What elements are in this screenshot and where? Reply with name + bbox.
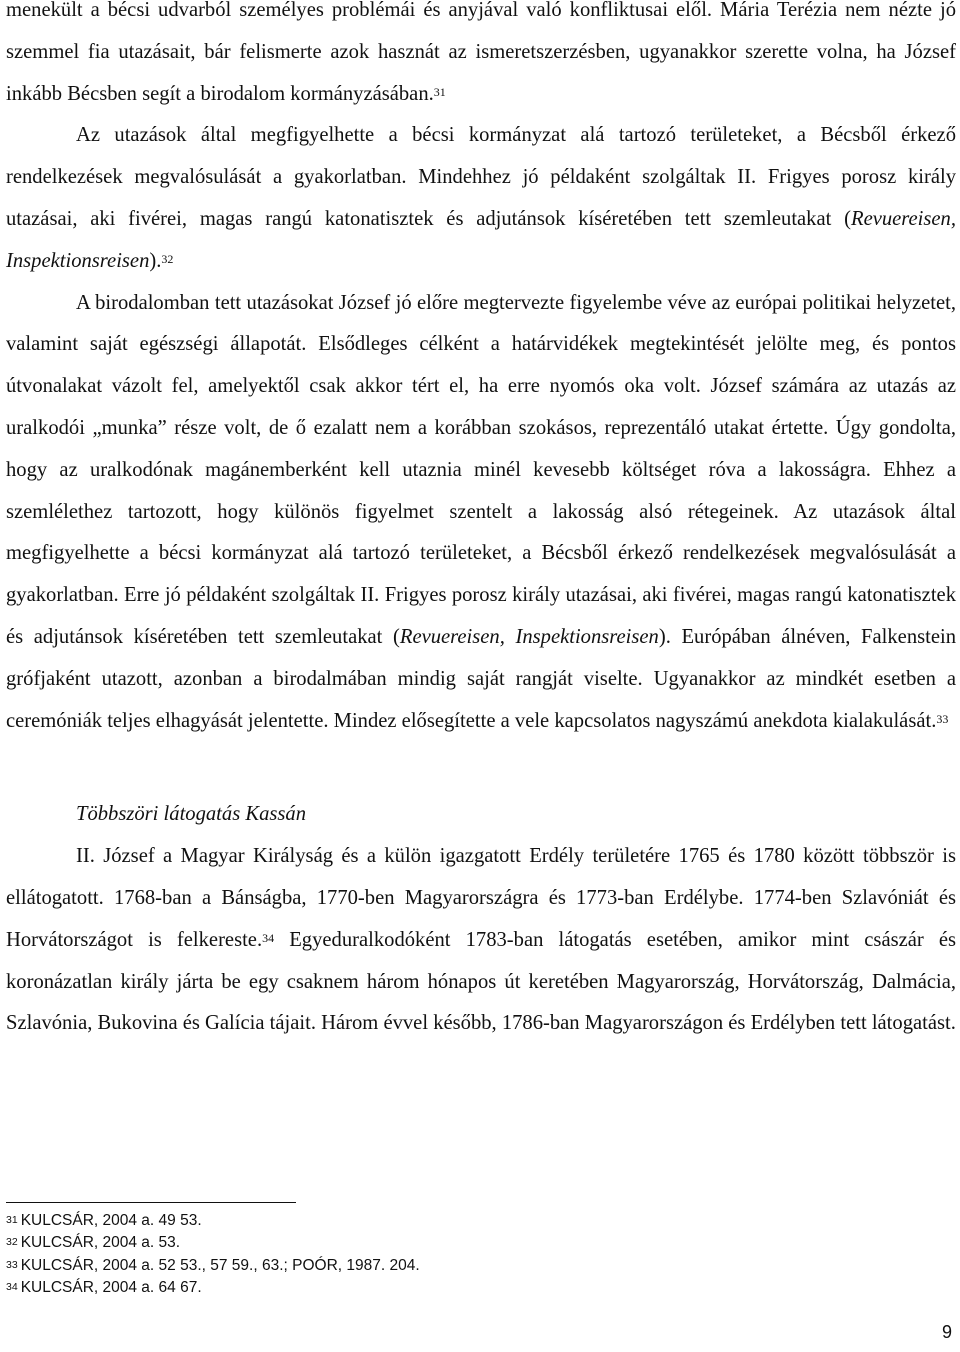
footnote-33 (6, 1255, 420, 1277)
text-run: ). Európában álnéven, Falkenstein grófjaként utazott, azonban a birodalmában mindig saját rangját viselte. Ugyanakkor az mindkét esetben a ceremóniák teljes elhagyását jelentette. Mindez elősegítette a vele kapcsolatos nagyszámú anekdota kialakulását. (6, 625, 957, 732)
footnote-number: 34 (6, 1280, 18, 1293)
footnote-number: 31 (6, 1214, 18, 1226)
paragraph-2 (6, 115, 956, 282)
italic-term: Revuereisen, Inspektionsreisen (6, 207, 956, 272)
footnote-34 (6, 1277, 420, 1299)
footnote-separator (6, 1202, 296, 1203)
text-run: ). (149, 249, 162, 272)
text-run: Az utazások által megfigyelhette a bécsi kormányzat alá tartozó területeket, a Bécsből érkező rendelkezések megvalósulását a gyakorlatban. Mindehhez jó példaként szolgáltak II. Frigyes porosz király utazásai, aki fivérei, magas rangú katonatisztek és adjutánsok kíséretében tett szemleutakat ( (6, 124, 956, 230)
section-heading: Többszöri látogatás Kassán (76, 803, 307, 826)
text-run: menekült a bécsi udvarból személyes problémái és anyjával való konfliktusai elől. Mária Terézia nem nézte jó szemmel fia utazásait, bár felismerte azok hasznát az ismeretszerzésben, ugyanakkor szerette volna, ha József inkább Bécsben segít a birodalom kormányzásában. (6, 0, 956, 105)
page-number: 9 (941, 1322, 952, 1342)
footnote-ref: 32 (161, 251, 174, 266)
footnote-text: KULCSÁR, 2004 a. 53. (20, 1234, 181, 1252)
footnote-text: KULCSÁR, 2004 a. 52 53., 57 59., 63.; POÓR, 1987. 204. (20, 1256, 420, 1274)
footnotes (6, 1210, 420, 1299)
footnote-ref: 34 (262, 930, 275, 945)
footnote-text: KULCSÁR, 2004 a. 49 53. (20, 1212, 202, 1229)
footnote-ref: 31 (433, 84, 446, 99)
footnote-number: 33 (6, 1258, 18, 1271)
paragraph-3 (6, 283, 956, 743)
document-page (6, 0, 956, 1045)
footnote-31 (6, 1210, 420, 1232)
paragraph-1 (6, 0, 956, 115)
paragraph-4 (6, 836, 956, 1045)
text-run: II. József a Magyar Királyság és a külön igazgatott Erdély területére 1765 és 1780 között többször is ellátogatott. 1768-ban a Bánságba, 1770-ben Magyarországra és 1773-ban Erdélybe. 1774-ben Szlavóniát és Horvátországot is felkereste. (6, 845, 956, 951)
text-run: A birodalomban tett utazásokat József jó előre megtervezte figyelembe véve az európai politikai helyzetet, valamint saját egészségi állapotát. Elsődleges célként a határvidékek megtekintését jelölte meg, és pontos útvonalakat vázolt fel, amelyektől csak akkor tért el, ha erre nyomós oka volt. József számára az utazás az uralkodói „munka” része volt, de ő ezalatt nem a korábban szokásos, reprezentáló utakat értette. Úgy gondolta, hogy az uralkodónak magánemberként kell utaznia minél kevesebb költséget róva a lakosságra. Ehhez a szemlélethez tartozott, hogy különös figyelmet szentelt a lakosság alsó rétegeinek. Az utazások által megfigyelhette a bécsi kormányzat alá tartozó területeket, a Bécsből érkező rendelkezések megvalósulását a gyakorlatban. Erre jó példaként szolgáltak II. Frigyes porosz király utazásai, aki fivérei, magas rangú katonatisztek és adjutánsok kíséretében tett szemleutakat ( (6, 291, 956, 648)
footnote-number: 32 (6, 1236, 18, 1249)
italic-term: Revuereisen, Inspektionsreisen (399, 625, 659, 648)
footnote-text: KULCSÁR, 2004 a. 64 67. (20, 1278, 202, 1296)
footnote-ref: 33 (936, 711, 949, 726)
text-run: Egyeduralkodóként 1783-ban látogatás esetében, amikor mint császár és koronázatlan király járta be egy csaknem három hónapos út keretében Magyarország, Horvátország, Dalmácia, Szlavónia, Bukovina és Galícia tájait. Három évvel később, 1786-ban Magyarországon és Erdélyben tett látogatást. (6, 928, 957, 1035)
footnote-32 (6, 1232, 420, 1254)
